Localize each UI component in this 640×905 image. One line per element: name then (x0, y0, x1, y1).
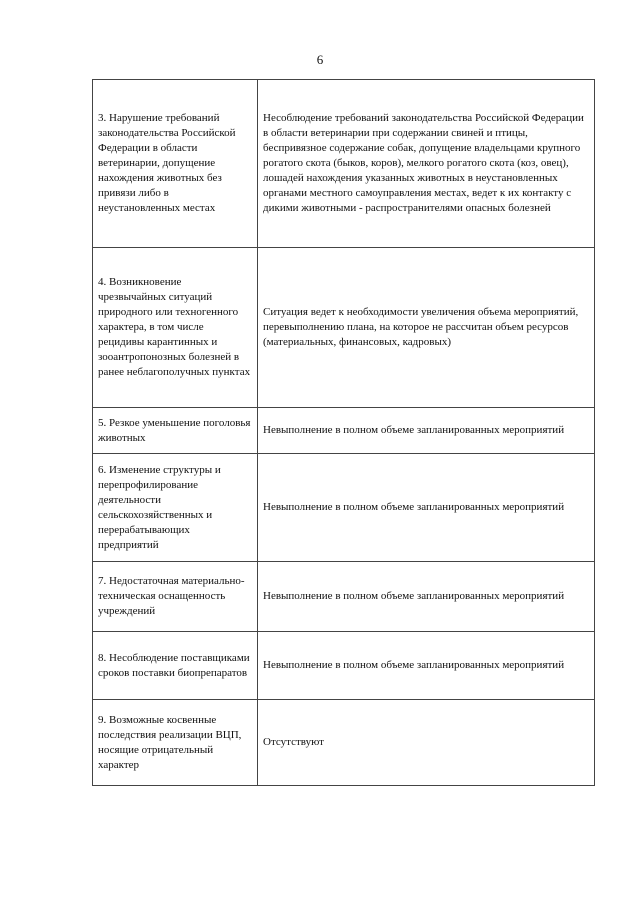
table-row (93, 632, 595, 700)
table-row (93, 562, 595, 632)
effect-cell: Невыполнение в полном объеме запланированных мероприятий (258, 408, 595, 454)
risk-cell: 6. Изменение структуры и перепрофилирование деятельности сельскохозяйственных и перерабатывающих предприятий (93, 454, 258, 562)
effect-cell: Невыполнение в полном объеме запланированных мероприятий (258, 632, 595, 700)
effect-cell: Невыполнение в полном объеме запланированных мероприятий (258, 454, 595, 562)
table-row (93, 408, 595, 454)
risk-cell: 7. Недостаточная материально-техническая оснащенность учреждений (93, 562, 258, 632)
effect-cell: Ситуация ведет к необходимости увеличения объема мероприятий, перевыполнению плана, на которое не рассчитан объем ресурсов (материальных, финансовых, кадровых) (258, 248, 595, 408)
table-row (93, 454, 595, 562)
effect-cell: Несоблюдение требований законодательства Российской Федерации в области ветеринарии при содержании свиней и птицы, беспривязное содержание собак, допущение владельцами крупного рогатого скота (быков, коров), мелкого рогатого скота (коз, овец), лошадей нахождения указанных животных в неустановленных органами местного самоуправления местах, ведет к их контакту с дикими животными - распространителями опасных болезней (258, 80, 595, 248)
risk-cell: 5. Резкое уменьшение поголовья животных (93, 408, 258, 454)
effect-cell: Отсутствуют (258, 700, 595, 786)
risk-cell: 3. Нарушение требований законодательства Российской Федерации в области ветеринарии, допущение нахождения животных без привязи либо в неустановленных местах (93, 80, 258, 248)
table-row (93, 700, 595, 786)
table-row (93, 248, 595, 408)
risk-cell: 9. Возможные косвенные последствия реализации ВЦП, носящие отрицательный характер (93, 700, 258, 786)
risk-cell: 4. Возникновение чрезвычайных ситуаций природного или техногенного характера, в том числе рецидивы карантинных и зооантропонозных болезней в ранее неблагополучных пунктах (93, 248, 258, 408)
effect-cell: Невыполнение в полном объеме запланированных мероприятий (258, 562, 595, 632)
table-row (93, 80, 595, 248)
page-number: 6 (316, 52, 324, 67)
risk-table (92, 79, 595, 786)
risk-cell: 8. Несоблюдение поставщиками сроков поставки биопрепаратов (93, 632, 258, 700)
